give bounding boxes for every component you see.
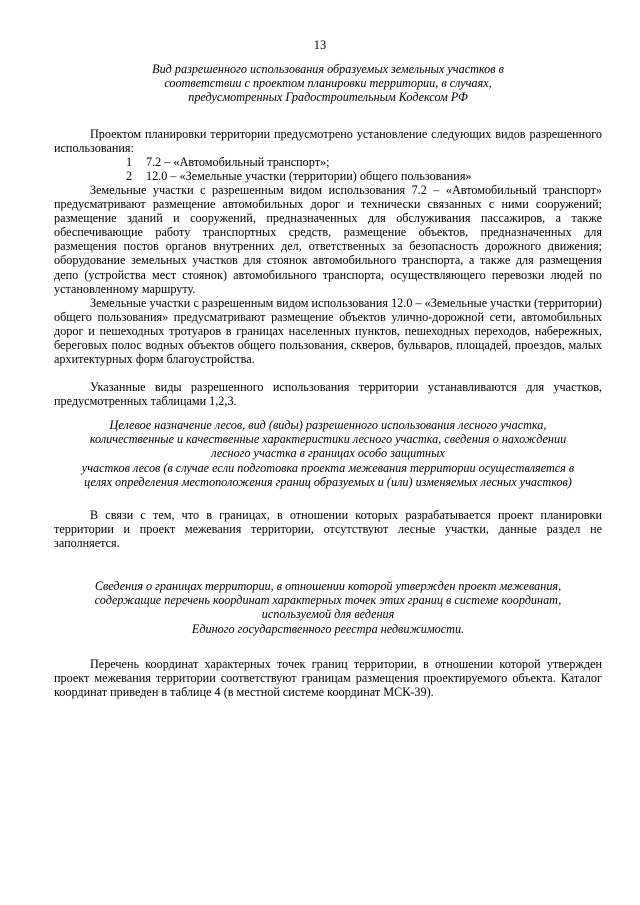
heading-line: предусмотренных Градостроительным Кодексом РФ	[188, 90, 468, 105]
heading-line: используемой для ведения	[261, 607, 395, 622]
heading-line: соответствии с проектом планировки территории, в случаях,	[164, 76, 492, 91]
section-heading-forests	[54, 418, 602, 489]
heading-line: количественные и качественные характеристики лесного участка, сведения о нахождении	[89, 432, 567, 447]
paragraph-tables-ref: Указанные виды разрешенного использования территории устанавливаются для участков, предусмотренных таблицами 1,2,3.	[54, 380, 602, 409]
heading-line: участков лесов (в случае если подготовка проекта межевания территории осуществляется в	[81, 460, 575, 475]
list-item-number: 2	[126, 169, 133, 184]
heading-line: Единого государственного реестра недвижимости.	[191, 621, 465, 636]
list-item-text: 12.0 – «Земельные участки (территории) общего пользования»	[146, 169, 472, 184]
section-heading-coordinates	[54, 579, 602, 636]
section-heading-land-use	[54, 62, 602, 105]
heading-line: Целевое назначение лесов, вид (виды) разрешенного использования лесного участка,	[109, 418, 547, 432]
list-item-text: 7.2 – «Автомобильный транспорт»;	[146, 155, 330, 169]
paragraph-coordinates: Перечень координат характерных точек границ территории, в отношении которой утвержден проект межевания территории соответствуют границам размещения проектируемого объекта. Каталог координат приведен в таблице 4 (в местной системе координат МСК-39).	[54, 657, 602, 700]
page-number: 13	[313, 38, 327, 52]
paragraph-no-forests: В связи с тем, что в границах, в отношении которых разрабатывается проект планировки территории и проект межевания территории, отсутствуют лесные участки, данные раздел не заполняется.	[54, 508, 602, 551]
paragraph-auto-transport: Земельные участки с разрешенным видом использования 7.2 – «Автомобильный транспорт» предусматривают размещение автомобильных дорог и технически связанных с ними сооружений; размещение зданий и сооружений, предназначенных для обслуживания пассажиров, а также обеспечивающие работу транспортных средств, размещение объектов, предназначенных для размещения постов органов внутренних дел, ответственных за безопасность дорожного движения; оборудование земельных участков для стоянок автомобильного транспорта, а также для размещения депо (устройства мест стоянок) автомобильного транспорта, осуществляющего перевозки людей по установленному маршруту.	[54, 183, 602, 296]
list-item	[0, 169, 640, 183]
list-item	[0, 155, 640, 169]
heading-line: лесного участка в границах особо защитных	[211, 446, 445, 461]
use-types-list	[0, 155, 640, 183]
heading-line: целях определения местоположения границ образуемых и (или) изменяемых лесных участков)	[84, 474, 572, 489]
heading-line: содержащие перечень координат характерных точек этих границ в системе координат,	[94, 593, 562, 608]
intro-paragraph: Проектом планировки территории предусмотрено установление следующих видов разрешенного использования:	[54, 127, 602, 156]
paragraph-public-use: Земельные участки с разрешенным видом использования 12.0 – «Земельные участки (территории) общего пользования» предусматривают размещение объектов улично-дорожной сети, автомобильных дорог и пешеходных тротуаров в границах населенных пунктов, пешеходных переходов, набережных, береговых полос водных объектов общего пользования, скверов, бульваров, площадей, проездов, малых архитектурных форм благоустройства.	[54, 296, 602, 367]
heading-line: Вид разрешенного использования образуемых земельных участков в	[152, 62, 504, 76]
list-item-number: 1	[126, 155, 133, 169]
heading-line: Сведения о границах территории, в отношении которой утвержден проект межевания,	[94, 579, 562, 593]
